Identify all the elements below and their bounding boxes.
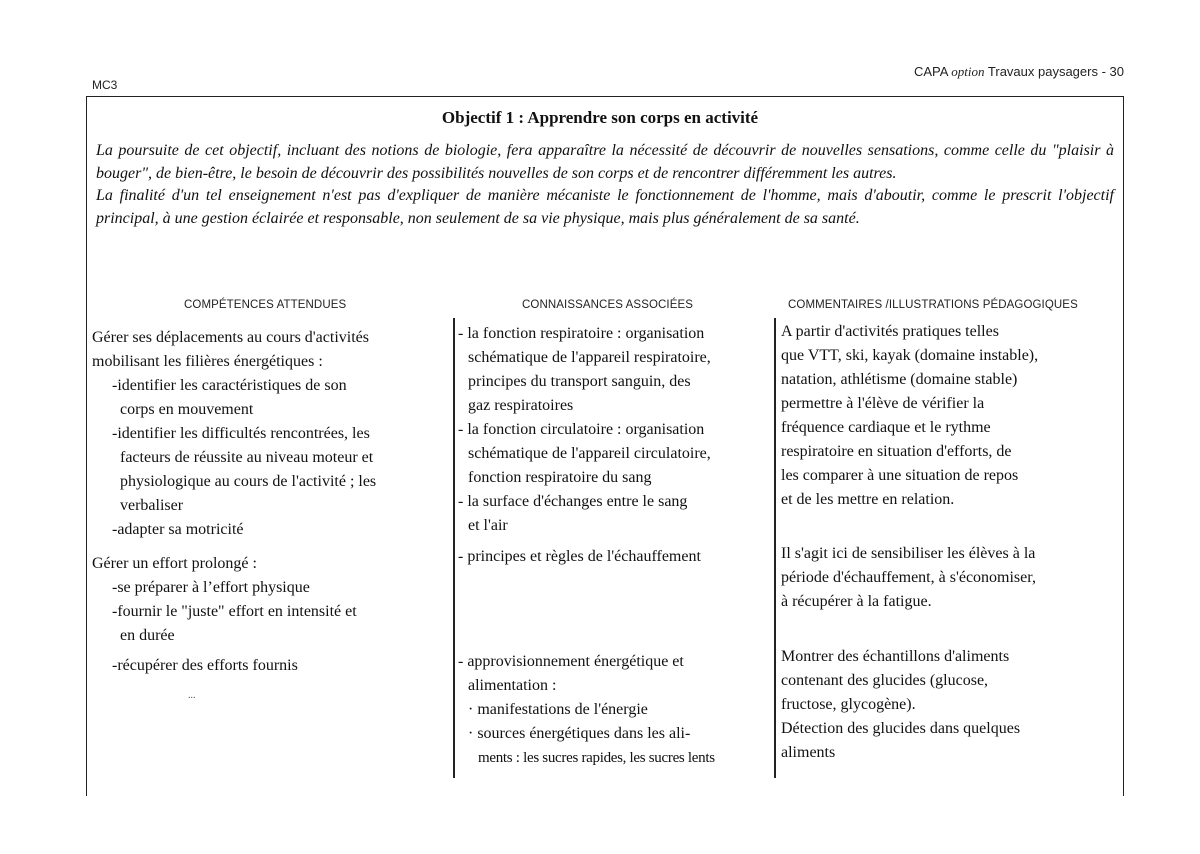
commentaire-line: période d'échauffement, à s'économiser, [781, 569, 1036, 586]
connaissance-line: - approvisionnement énergétique et [458, 653, 684, 670]
column-header-commentaires: COMMENTAIRES /ILLUSTRATIONS PÉDAGOGIQUES [788, 299, 1078, 311]
competence-line: -se préparer à l’effort physique [112, 579, 310, 596]
connaissance-line: principes du transport sanguin, des [468, 373, 691, 390]
connaissance-line: - la fonction respiratoire : organisation [458, 325, 705, 342]
competence-line: Gérer un effort prolongé : [92, 555, 257, 572]
commentaire-line: à récupérer à la fatigue. [781, 593, 932, 610]
connaissance-line: - principes et règles de l'échauffement [458, 548, 701, 565]
connaissance-line: · manifestations de l'énergie [468, 701, 648, 718]
commentaires-block-3 [781, 645, 1020, 765]
commentaire-line: natation, athlétisme (domaine stable) [781, 371, 1018, 388]
commentaire-line: respiratoire en situation d'efforts, de [781, 443, 1012, 460]
competences-block-3 [92, 654, 298, 678]
connaissance-line: fonction respiratoire du sang [468, 469, 652, 486]
connaissance-line: gaz respiratoires [468, 397, 574, 414]
column-header-connaissances: CONNAISSANCES ASSOCIÉES [522, 299, 694, 311]
commentaire-line: Montrer des échantillons d'aliments [781, 648, 1010, 665]
header-option: option [951, 64, 985, 79]
competence-line: -identifier les caractéristiques de son [112, 377, 347, 394]
connaissance-line: schématique de l'appareil circulatoire, [468, 445, 711, 462]
intro-paragraph-2: La finalité d'un tel enseignement n'est pas d'expliquer de manière mécaniste le fonctionnement de l'homme, mais d'aboutir, comme le prescrit l'objectif principal, à une gestion éclairée et responsable, non seulement de sa vie physique, mais plus généralement de sa santé. [96, 187, 1114, 227]
competence-line: -adapter sa motricité [112, 521, 244, 538]
connaissance-line: alimentation : [468, 677, 557, 694]
competence-line: en durée [120, 627, 175, 644]
column-divider-1 [453, 318, 455, 778]
page-header [914, 64, 1124, 80]
competence-line: verbaliser [120, 497, 184, 514]
commentaires-block-2 [781, 542, 1036, 614]
commentaire-line: fréquence cardiaque et le rythme [781, 419, 991, 436]
connaissance-line: et l'air [468, 517, 508, 534]
commentaire-line: permettre à l'élève de vérifier la [781, 395, 985, 412]
connaissance-line: - la fonction circulatoire : organisation [458, 421, 705, 438]
header-suffix: Travaux paysagers - 30 [987, 64, 1124, 79]
stray-mark: ... [188, 690, 196, 701]
competences-block-1 [92, 326, 376, 542]
competence-line: -récupérer des efforts fournis [112, 657, 298, 674]
commentaire-line: Il s'agit ici de sensibiliser les élèves à la [781, 545, 1036, 562]
commentaire-line: A partir d'activités pratiques telles [781, 323, 999, 340]
intro-text [96, 140, 1114, 230]
commentaire-line: contenant des glucides (glucose, [781, 672, 989, 689]
connaissances-block-1 [458, 322, 711, 538]
competence-line: mobilisant les filières énergétiques : [92, 353, 323, 370]
column-header-competences: COMPÉTENCES ATTENDUES [184, 299, 347, 311]
connaissance-line: ments : les sucres rapides, les sucres lents [478, 750, 715, 766]
competence-line: facteurs de réussite au niveau moteur et [120, 449, 374, 466]
connaissance-line: - la surface d'échanges entre le sang [458, 493, 688, 510]
commentaire-line: et de les mettre en relation. [781, 491, 955, 508]
connaissances-block-2 [458, 545, 701, 569]
competence-line: -fournir le "juste" effort en intensité et [112, 603, 357, 620]
competence-line: Gérer ses déplacements au cours d'activités [92, 329, 369, 346]
connaissances-block-3 [458, 650, 715, 770]
competence-line: -identifier les difficultés rencontrées, les [112, 425, 370, 442]
commentaire-line: Détection des glucides dans quelques [781, 720, 1021, 737]
competence-line: corps en mouvement [120, 401, 254, 418]
competences-block-2 [92, 552, 357, 648]
commentaire-line: les comparer à une situation de repos [781, 467, 1019, 484]
connaissance-line: · sources énergétiques dans les ali- [468, 725, 691, 742]
competence-line: physiologique au cours de l'activité ; les [120, 473, 377, 490]
commentaire-line: que VTT, ski, kayak (domaine instable), [781, 347, 1039, 364]
commentaire-line: fructose, glycogène). [781, 696, 916, 713]
module-code: MC3 [92, 78, 118, 92]
header-prefix: CAPA [913, 64, 948, 79]
commentaires-block-1 [781, 320, 1038, 512]
objective-title: Objectif 1 : Apprendre son corps en activité [441, 108, 759, 127]
column-divider-2 [774, 318, 776, 778]
intro-paragraph-1: La poursuite de cet objectif, incluant des notions de biologie, fera apparaître la nécessité de découvrir de nouvelles sensations, comme celle du "plaisir à bouger", de bien-être, le besoin de découvrir des possibilités nouvelles de son corps et de rencontrer différemment les autres. [96, 142, 1114, 182]
connaissance-line: schématique de l'appareil respiratoire, [468, 349, 711, 366]
commentaire-line: aliments [781, 744, 836, 761]
